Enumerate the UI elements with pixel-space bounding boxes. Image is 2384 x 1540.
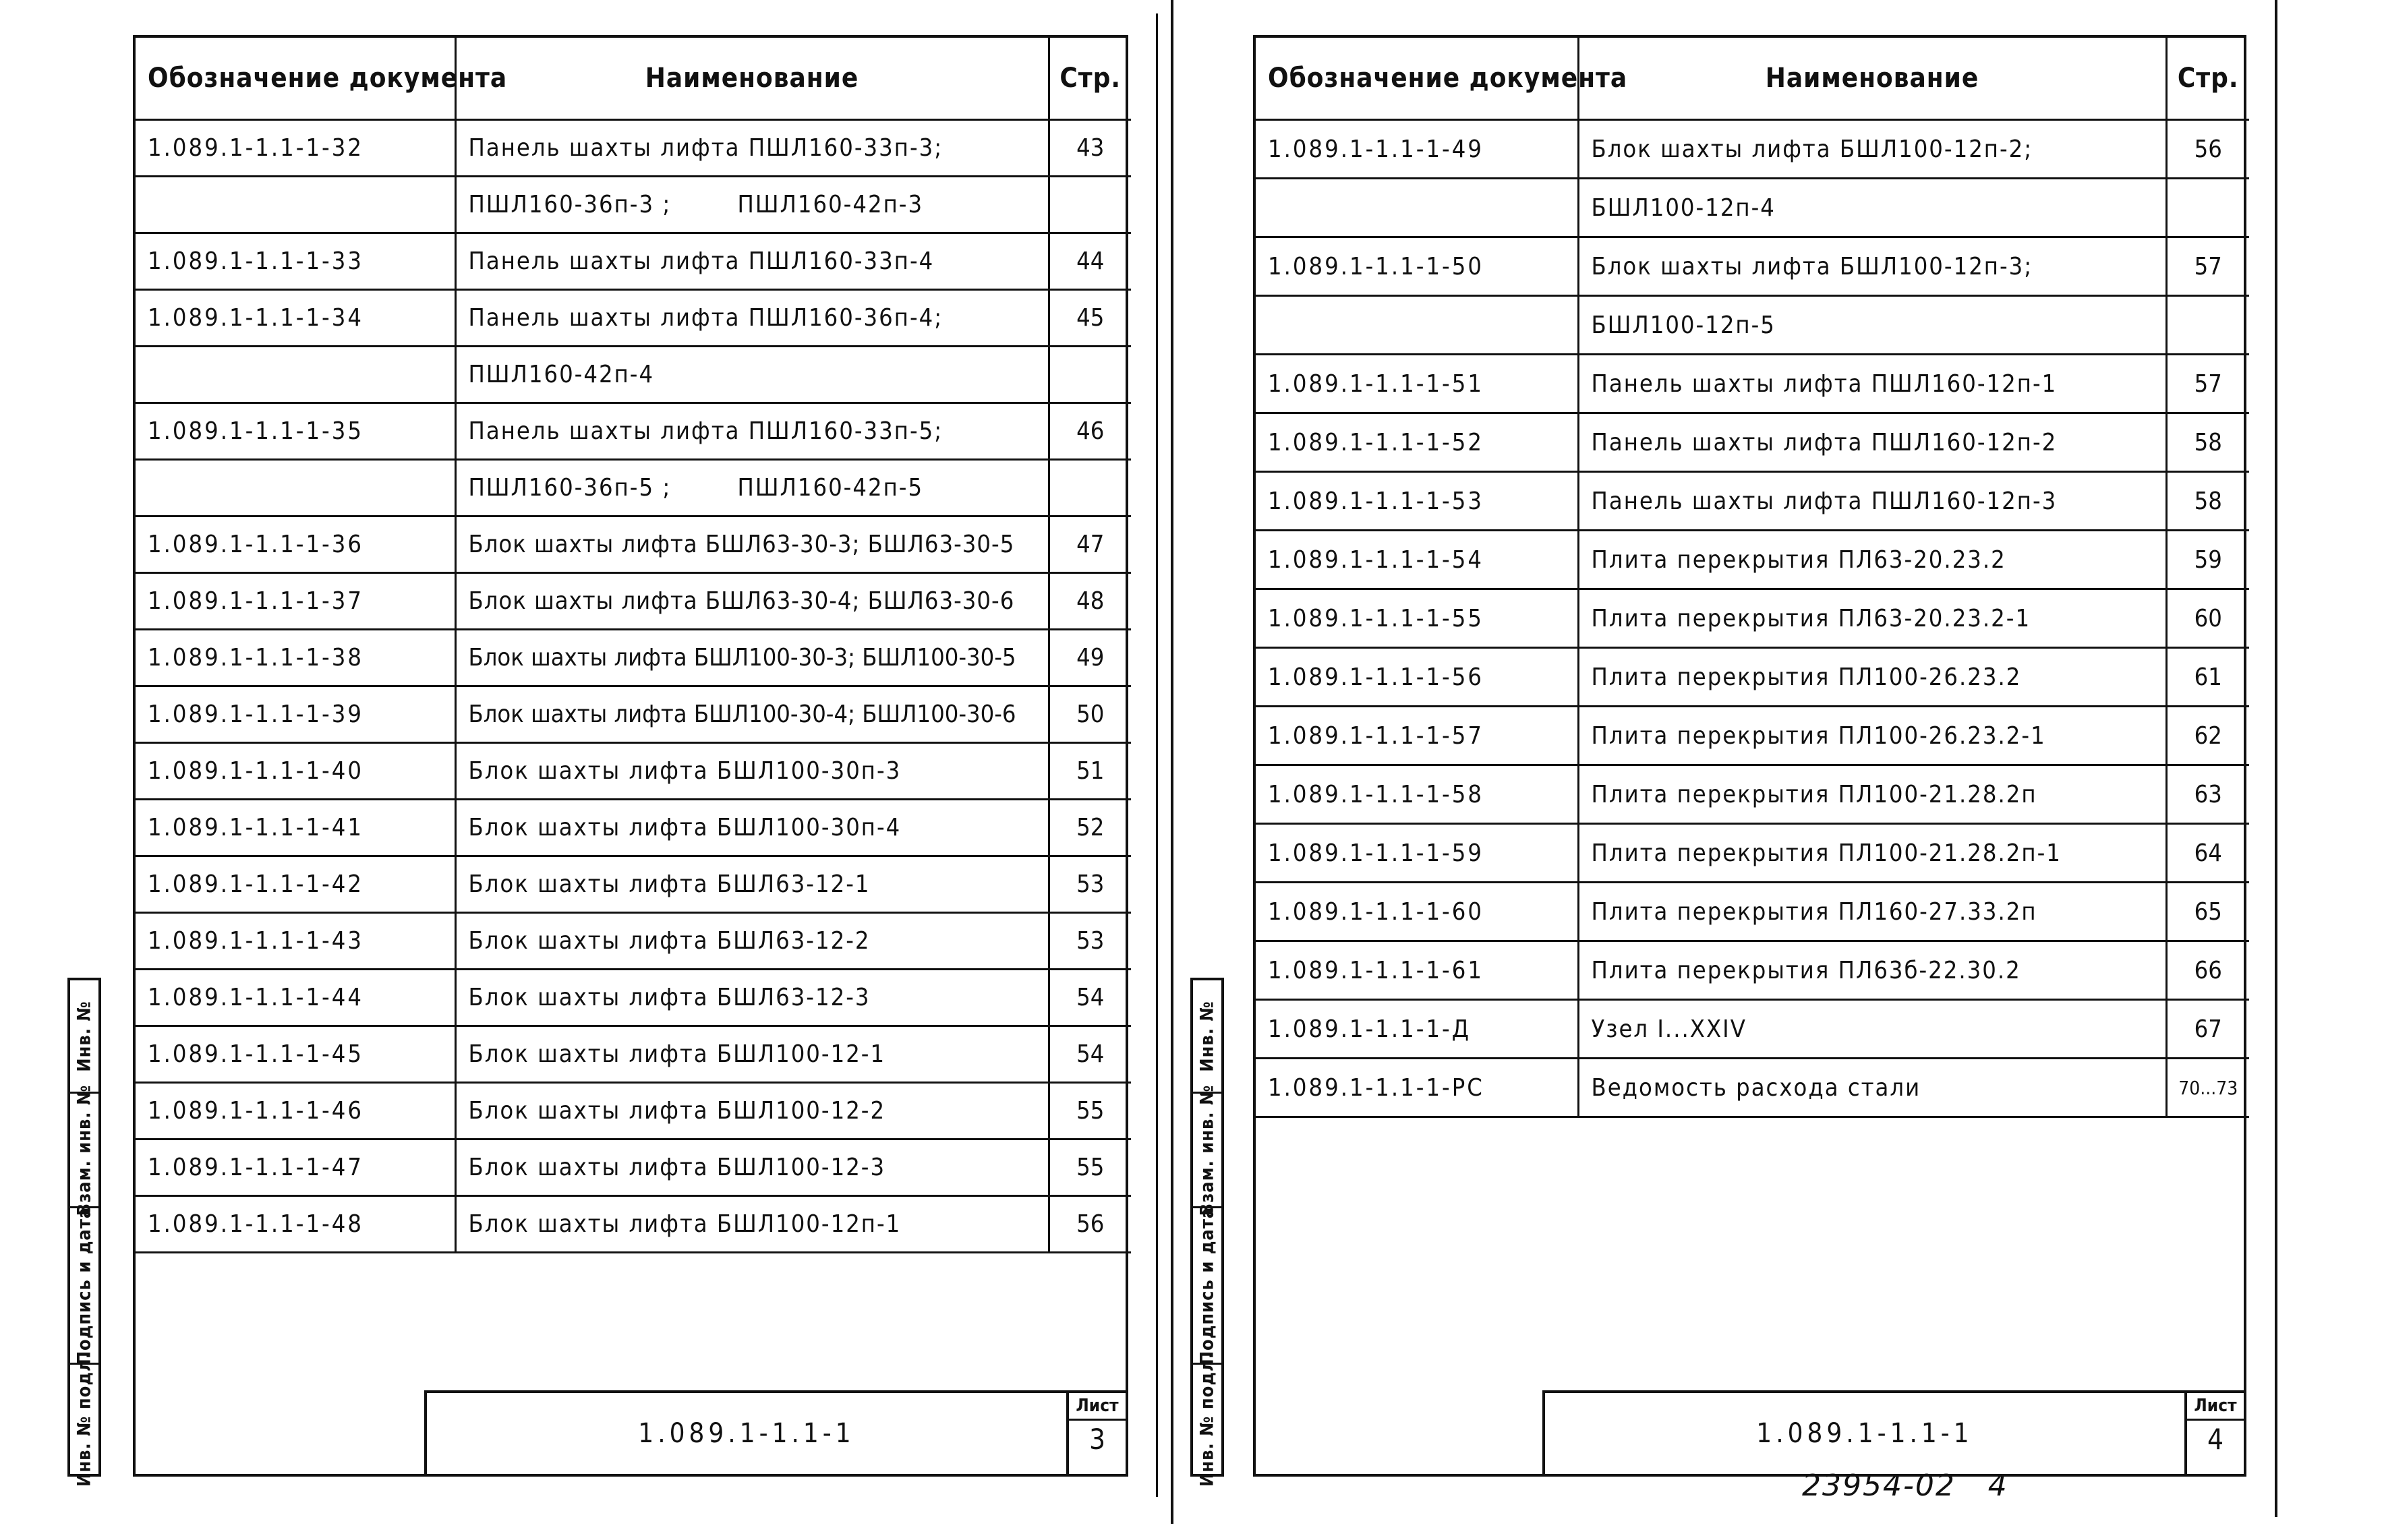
cell-page: 54	[1049, 970, 1131, 1026]
table-row	[1256, 237, 2249, 296]
cell-designation: 1.089.1-1.1-1-60	[1256, 883, 1578, 941]
header-designation: Обозначение документа	[1256, 38, 1578, 120]
sheet-label: Лист	[2187, 1393, 2244, 1421]
cell-page: 50	[1049, 686, 1131, 743]
cell-name: Блок шахты лифта БШЛ63-12-1	[455, 856, 1049, 913]
side-label: Взам. инв. №	[1196, 1084, 1218, 1216]
cell-name: Блок шахты лифта БШЛ100-12-2	[455, 1083, 1049, 1139]
contents-table-left	[136, 38, 1131, 1253]
cell-designation: 1.089.1-1.1-1-42	[136, 856, 455, 913]
table-row	[136, 290, 1131, 347]
table-row	[136, 460, 1131, 516]
cell-name: Блок шахты лифта БШЛ100-30п-4	[455, 800, 1049, 856]
table-row	[136, 800, 1131, 856]
cell-designation: 1.089.1-1.1-1-57	[1256, 707, 1578, 765]
contents-table-right	[1256, 38, 2249, 1118]
cell-designation: 1.089.1-1.1-1-47	[136, 1139, 455, 1196]
table-row	[136, 573, 1131, 630]
cell-name: ПШЛ160-42п-4	[455, 347, 1049, 403]
cell-name: Ведомость расхода стали	[1578, 1059, 2166, 1117]
cell-page: 53	[1049, 913, 1131, 970]
cell-name: БШЛ100-12п-4	[1578, 179, 2166, 237]
cell-designation: 1.089.1-1.1-1-53	[1256, 472, 1578, 531]
table-row	[136, 403, 1131, 460]
cell-page	[1049, 177, 1131, 233]
cell-page: 57	[2166, 237, 2249, 296]
cell-designation: 1.089.1-1.1-1-49	[1256, 120, 1578, 179]
cell-name: Панель шахты лифта ПШЛ160-12п-1	[1578, 355, 2166, 413]
cell-page: 44	[1049, 233, 1131, 290]
cell-designation: 1.089.1-1.1-1-55	[1256, 589, 1578, 648]
cell-page: 56	[2166, 120, 2249, 179]
cell-name: ПШЛ160-36п-5 ; ПШЛ160-42п-5	[455, 460, 1049, 516]
cell-designation: 1.089.1-1.1-1-50	[1256, 237, 1578, 296]
table-row	[136, 743, 1131, 800]
cell-designation	[136, 177, 455, 233]
side-label: Подпись и дата	[1196, 1206, 1218, 1365]
cell-page	[2166, 179, 2249, 237]
cell-page: 55	[1049, 1139, 1131, 1196]
cell-designation: 1.089.1-1.1-1-54	[1256, 531, 1578, 589]
table-row	[136, 1026, 1131, 1083]
fold-line-center	[1171, 0, 1173, 1524]
cell-name: Блок шахты лифта БШЛ100-12-3	[455, 1139, 1049, 1196]
table-row	[136, 970, 1131, 1026]
cell-name: Панель шахты лифта ПШЛ160-33п-4	[455, 233, 1049, 290]
side-stamp-left	[67, 978, 101, 1487]
cell-name: Блок шахты лифта БШЛ100-12п-3;	[1578, 237, 2166, 296]
cell-designation: 1.089.1-1.1-1-59	[1256, 824, 1578, 883]
cell-designation: 1.089.1-1.1-1-46	[136, 1083, 455, 1139]
cell-designation: 1.089.1-1.1-1-PC	[1256, 1059, 1578, 1117]
sheet-number-box	[2184, 1393, 2244, 1474]
cell-page: 55	[1049, 1083, 1131, 1139]
cell-name: Узел I...XXIV	[1578, 1000, 2166, 1059]
cell-page: 54	[1049, 1026, 1131, 1083]
cell-name: Панель шахты лифта ПШЛ160-12п-3	[1578, 472, 2166, 531]
table-row	[1256, 413, 2249, 472]
cell-designation: 1.089.1-1.1-1-61	[1256, 941, 1578, 1000]
side-label: Инв. №	[74, 1000, 95, 1072]
cell-page: 43	[1049, 120, 1131, 177]
cell-page: 70...73	[2166, 1059, 2249, 1117]
table-row	[1256, 355, 2249, 413]
cell-designation: 1.089.1-1.1-1-38	[136, 630, 455, 686]
header-name: Наименование	[455, 38, 1049, 120]
table-row	[136, 630, 1131, 686]
cell-page: 64	[2166, 824, 2249, 883]
side-field-inv-no	[70, 980, 98, 1094]
table-row	[136, 1196, 1131, 1253]
cell-name: Плита перекрытия ПЛ63-20.23.2-1	[1578, 589, 2166, 648]
cell-name: Панель шахты лифта ПШЛ160-33п-5;	[455, 403, 1049, 460]
sheet-right	[1253, 35, 2246, 1477]
cell-name: Блок шахты лифта БШЛ63-30-4; БШЛ63-30-6	[455, 573, 1049, 630]
cell-designation	[1256, 179, 1578, 237]
title-block-right	[1542, 1390, 2244, 1474]
side-label: Инв. № подл.	[1196, 1352, 1218, 1487]
cell-designation: 1.089.1-1.1-1-35	[136, 403, 455, 460]
sheet-number: 4	[2207, 1423, 2224, 1456]
cell-page	[1049, 460, 1131, 516]
cell-name: Блок шахты лифта БШЛ100-12-1	[455, 1026, 1049, 1083]
cell-page: 58	[2166, 413, 2249, 472]
table-row	[136, 686, 1131, 743]
table-row	[1256, 648, 2249, 707]
cell-page: 48	[1049, 573, 1131, 630]
cell-name: Плита перекрытия ПЛ100-21.28.2п	[1578, 765, 2166, 824]
cell-name: Блок шахты лифта БШЛ100-30п-3	[455, 743, 1049, 800]
table-row	[1256, 765, 2249, 824]
cell-designation: 1.089.1-1.1-1-44	[136, 970, 455, 1026]
cell-designation: 1.089.1-1.1-1-39	[136, 686, 455, 743]
cell-page: 56	[1049, 1196, 1131, 1253]
side-field-replaced-inv	[1193, 1084, 1221, 1216]
side-field-replaced-inv	[70, 1084, 98, 1216]
table-row	[1256, 941, 2249, 1000]
sheet-label: Лист	[1069, 1393, 1126, 1421]
cell-designation	[136, 460, 455, 516]
document-code: 1.089.1-1.1-1	[1756, 1418, 1973, 1449]
header-row	[1256, 38, 2249, 120]
cell-designation: 1.089.1-1.1-1-51	[1256, 355, 1578, 413]
cell-designation: 1.089.1-1.1-1-58	[1256, 765, 1578, 824]
cell-designation: 1.089.1-1.1-1-37	[136, 573, 455, 630]
cell-page	[1049, 347, 1131, 403]
cell-page: 52	[1049, 800, 1131, 856]
cell-designation: 1.089.1-1.1-1-45	[136, 1026, 455, 1083]
side-field-inv-original	[1193, 1352, 1221, 1487]
table-row	[1256, 296, 2249, 355]
table-row	[1256, 179, 2249, 237]
cell-designation: 1.089.1-1.1-1-34	[136, 290, 455, 347]
title-block-left	[424, 1390, 1126, 1474]
table-row	[136, 913, 1131, 970]
cell-page: 45	[1049, 290, 1131, 347]
header-row	[136, 38, 1131, 120]
cell-page: 60	[2166, 589, 2249, 648]
cell-name: Блок шахты лифта БШЛ100-30-3; БШЛ100-30-5	[455, 630, 1049, 686]
side-label: Подпись и дата	[74, 1206, 95, 1365]
side-field-inv-original	[70, 1352, 98, 1487]
cell-designation: 1.089.1-1.1-1-56	[1256, 648, 1578, 707]
cell-page: 51	[1049, 743, 1131, 800]
sheet-left	[133, 35, 1128, 1477]
header-page: Стр.	[1049, 38, 1131, 120]
cell-designation: 1.089.1-1.1-1-52	[1256, 413, 1578, 472]
document-code: 1.089.1-1.1-1	[638, 1418, 855, 1449]
header-page: Стр.	[2166, 38, 2249, 120]
cell-designation	[1256, 296, 1578, 355]
table-row	[136, 856, 1131, 913]
cell-name: Плита перекрытия ПЛ100-26.23.2-1	[1578, 707, 2166, 765]
fold-line-left	[1156, 13, 1158, 1497]
table-row	[136, 1139, 1131, 1196]
cell-page: 53	[1049, 856, 1131, 913]
cell-name: Блок шахты лифта БШЛ63-30-3; БШЛ63-30-5	[455, 516, 1049, 573]
table-row	[1256, 1000, 2249, 1059]
cell-name: Блок шахты лифта БШЛ100-30-4; БШЛ100-30-6	[455, 686, 1049, 743]
cell-name: Блок шахты лифта БШЛ63-12-2	[455, 913, 1049, 970]
cell-designation: 1.089.1-1.1-1-48	[136, 1196, 455, 1253]
table-row	[1256, 472, 2249, 531]
cell-name: Плита перекрытия ПЛ100-21.28.2п-1	[1578, 824, 2166, 883]
table-row	[136, 120, 1131, 177]
table-row	[1256, 531, 2249, 589]
cell-page: 66	[2166, 941, 2249, 1000]
cell-name: Плита перекрытия ПЛ63б-22.30.2	[1578, 941, 2166, 1000]
side-field-inv-no	[1193, 980, 1221, 1094]
table-row	[136, 233, 1131, 290]
table-row	[1256, 707, 2249, 765]
table-row	[1256, 589, 2249, 648]
cell-page: 58	[2166, 472, 2249, 531]
cell-name: Блок шахты лифта БШЛ100-12п-2;	[1578, 120, 2166, 179]
table-row	[1256, 1059, 2249, 1117]
cell-name: Плита перекрытия ПЛ100-26.23.2	[1578, 648, 2166, 707]
cell-name: Плита перекрытия ПЛ63-20.23.2	[1578, 531, 2166, 589]
side-field-signature-date	[1193, 1208, 1221, 1365]
side-field-signature-date	[70, 1208, 98, 1365]
edge-line-right	[2275, 0, 2277, 1517]
header-designation: Обозначение документа	[136, 38, 455, 120]
sheet-number-box	[1066, 1393, 1126, 1474]
cell-designation: 1.089.1-1.1-1-32	[136, 120, 455, 177]
cell-designation: 1.089.1-1.1-1-Д	[1256, 1000, 1578, 1059]
cell-page: 57	[2166, 355, 2249, 413]
cell-name: ПШЛ160-36п-3 ; ПШЛ160-42п-3	[455, 177, 1049, 233]
table-row	[1256, 883, 2249, 941]
cell-name: БШЛ100-12п-5	[1578, 296, 2166, 355]
table-row	[136, 1083, 1131, 1139]
cell-designation: 1.089.1-1.1-1-33	[136, 233, 455, 290]
cell-page: 62	[2166, 707, 2249, 765]
side-label: Инв. №	[1196, 1000, 1218, 1072]
cell-page: 47	[1049, 516, 1131, 573]
cell-name: Панель шахты лифта ПШЛ160-36п-4;	[455, 290, 1049, 347]
archive-number: 23954-02 4	[1802, 1469, 2008, 1503]
cell-name: Панель шахты лифта ПШЛ160-12п-2	[1578, 413, 2166, 472]
cell-page: 46	[1049, 403, 1131, 460]
sheet-number: 3	[1088, 1423, 1106, 1456]
cell-name: Блок шахты лифта БШЛ100-12п-1	[455, 1196, 1049, 1253]
cell-page: 61	[2166, 648, 2249, 707]
table-row	[136, 347, 1131, 403]
side-stamp-right	[1190, 978, 1224, 1487]
cell-name: Блок шахты лифта БШЛ63-12-3	[455, 970, 1049, 1026]
table-row	[136, 516, 1131, 573]
cell-designation: 1.089.1-1.1-1-41	[136, 800, 455, 856]
cell-designation: 1.089.1-1.1-1-43	[136, 913, 455, 970]
table-row	[1256, 120, 2249, 179]
cell-page: 67	[2166, 1000, 2249, 1059]
cell-page: 49	[1049, 630, 1131, 686]
cell-designation: 1.089.1-1.1-1-40	[136, 743, 455, 800]
table-row	[136, 177, 1131, 233]
cell-page: 65	[2166, 883, 2249, 941]
table-row	[1256, 824, 2249, 883]
cell-designation	[136, 347, 455, 403]
side-label: Инв. № подл.	[74, 1352, 95, 1487]
cell-designation: 1.089.1-1.1-1-36	[136, 516, 455, 573]
header-name: Наименование	[1578, 38, 2166, 120]
cell-page	[2166, 296, 2249, 355]
cell-page: 59	[2166, 531, 2249, 589]
cell-name: Плита перекрытия ПЛ160-27.33.2п	[1578, 883, 2166, 941]
cell-name: Панель шахты лифта ПШЛ160-33п-3;	[455, 120, 1049, 177]
cell-page: 63	[2166, 765, 2249, 824]
side-label: Взам. инв. №	[74, 1084, 95, 1216]
